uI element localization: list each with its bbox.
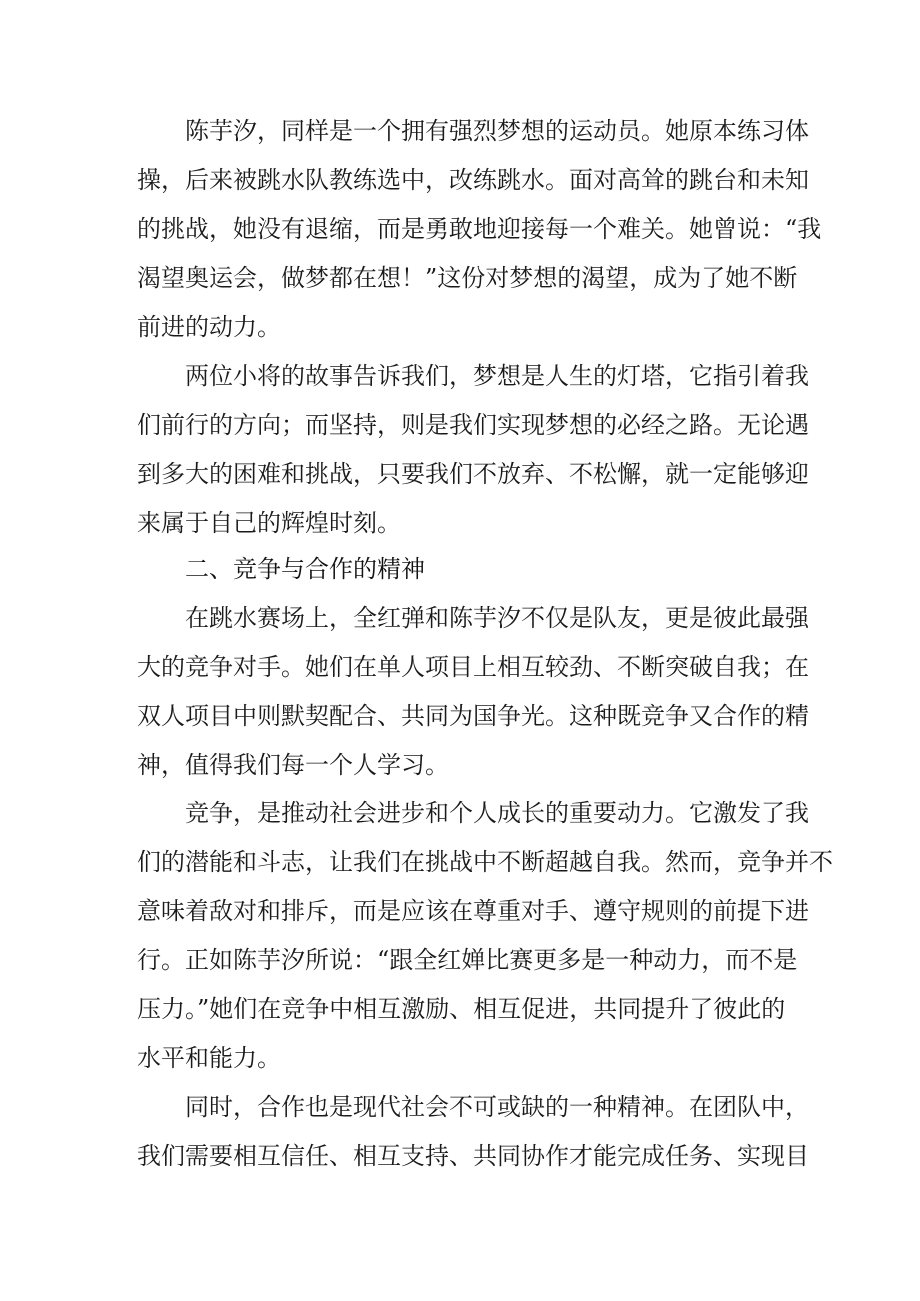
paragraph-1-line-3: 的挑战，她没有退缩，而是勇敢地迎接每一个难关。她曾说：“我 — [137, 215, 822, 243]
paragraph-4-line-3: 意味着敌对和排斥，而是应该在尊重对手、遵守规则的前提下进 — [137, 897, 809, 925]
paragraph-4-line-5: 压力。”她们在竞争中相互激励、相互促进，共同提升了彼此的 — [137, 995, 786, 1023]
paragraph-1-line-5: 前进的动力。 — [137, 313, 281, 341]
paragraph-2-line-2: 们前行的方向；而坚持，则是我们实现梦想的必经之路。无论遇 — [137, 411, 809, 439]
paragraph-2-line-1: 两位小将的故事告诉我们，梦想是人生的灯塔，它指引着我 — [185, 362, 809, 390]
paragraph-3-line-4: 神，值得我们每一个人学习。 — [137, 751, 449, 779]
paragraph-3-line-3: 双人项目中则默契配合、共同为国争光。这种既竞争又合作的精 — [137, 702, 809, 730]
paragraph-2-line-4: 来属于自己的辉煌时刻。 — [137, 509, 401, 537]
paragraph-5-line-1: 同时，合作也是现代社会不可或缺的一种精神。在团队中， — [185, 1093, 809, 1121]
paragraph-1-line-1: 陈芋汐，同样是一个拥有强烈梦想的运动员。她原本练习体 — [185, 117, 809, 145]
paragraph-4-line-1: 竞争，是推动社会进步和个人成长的重要动力。它激发了我 — [185, 799, 809, 827]
paragraph-2-line-3: 到多大的困难和挑战，只要我们不放弃、不松懈，就一定能够迎 — [137, 460, 809, 488]
paragraph-4-line-2: 们的潜能和斗志，让我们在挑战中不断超越自我。然而，竞争并不 — [137, 848, 833, 876]
paragraph-1-line-2: 操，后来被跳水队教练选中，改练跳水。面对高耸的跳台和未知 — [137, 166, 809, 194]
paragraph-4-line-4: 行。正如陈芋汐所说：“跟全红婵比赛更多是一种动力，而不是 — [137, 946, 798, 974]
paragraph-1-line-4: 渴望奥运会，做梦都在想！”这份对梦想的渴望，成为了她不断 — [137, 264, 798, 292]
paragraph-5-line-2: 我们需要相互信任、相互支持、共同协作才能完成任务、实现目 — [137, 1142, 809, 1170]
paragraph-3-line-2: 大的竞争对手。她们在单人项目上相互较劲、不断突破自我；在 — [137, 653, 809, 681]
section-heading: 二、竞争与合作的精神 — [185, 555, 425, 583]
paragraph-4-line-6: 水平和能力。 — [137, 1044, 281, 1072]
paragraph-3-line-1: 在跳水赛场上，全红弹和陈芋汐不仅是队友，更是彼此最强 — [185, 604, 809, 632]
